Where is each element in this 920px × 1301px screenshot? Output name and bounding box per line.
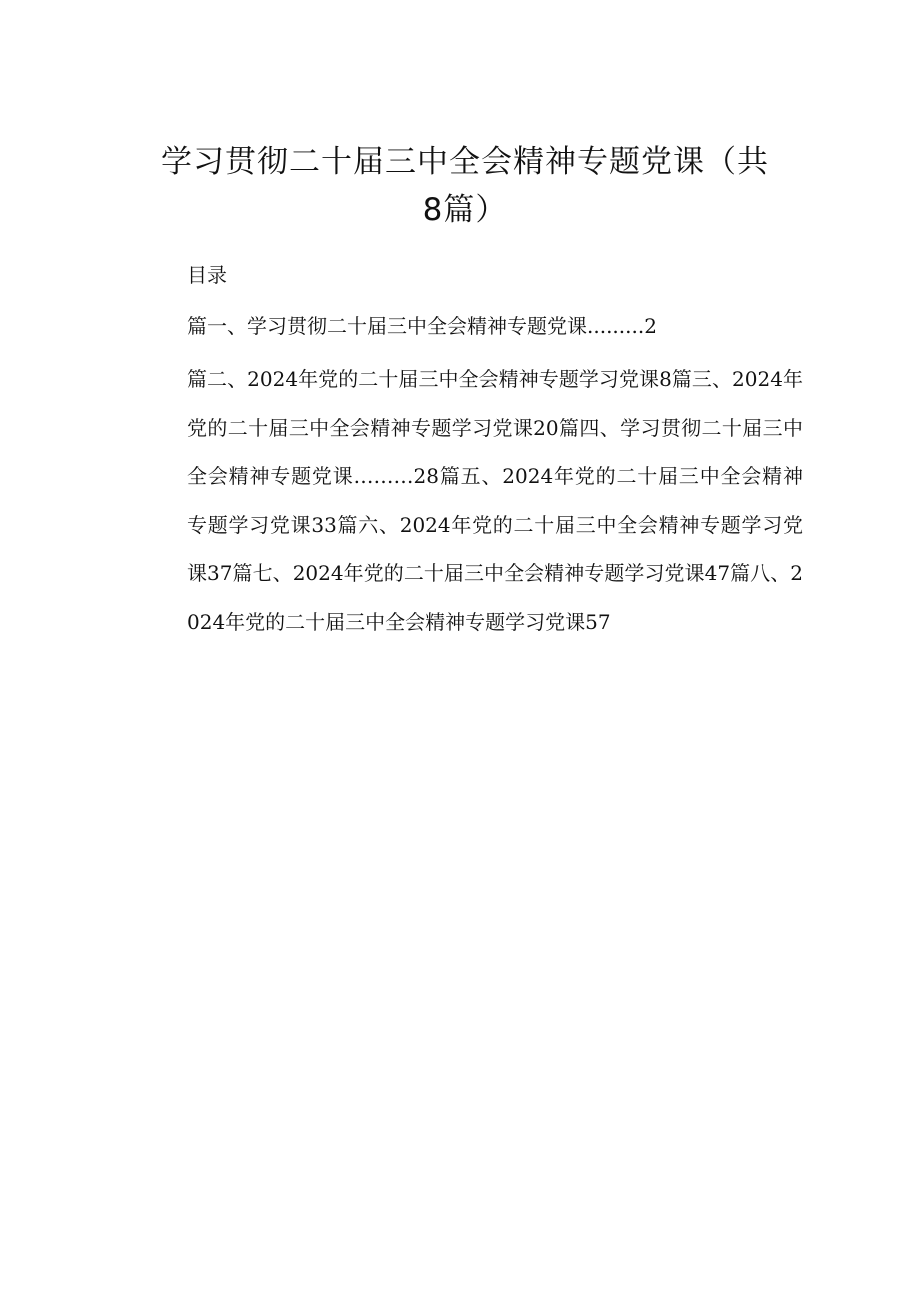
toc-entries-paragraph: 篇二、2024年党的二十届三中全会精神专题学习党课8篇三、2024年党的二十届三中全会精神专题学习党课20篇四、学习贯彻二十届三中全会精神专题党课………28篇五、2024年党的二十届三中全会精神专题学习党课33篇六、2024年党的二十届三中全会精神专题学习党课37篇七、2024年党的二十届三中全会精神专题学习党课47篇八、2024年党的二十届三中全会精神专题学习党课57 — [187, 367, 803, 634]
document-title — [150, 138, 780, 234]
toc-entry-first: 篇一、学习贯彻二十届三中全会精神专题党课.........2 — [187, 314, 657, 338]
toc-heading: 目录 — [187, 263, 227, 287]
title-line-1: 学习贯彻二十届三中全会精神专题党课（共 — [161, 144, 769, 180]
title-line-2: 8篇） — [422, 192, 508, 228]
